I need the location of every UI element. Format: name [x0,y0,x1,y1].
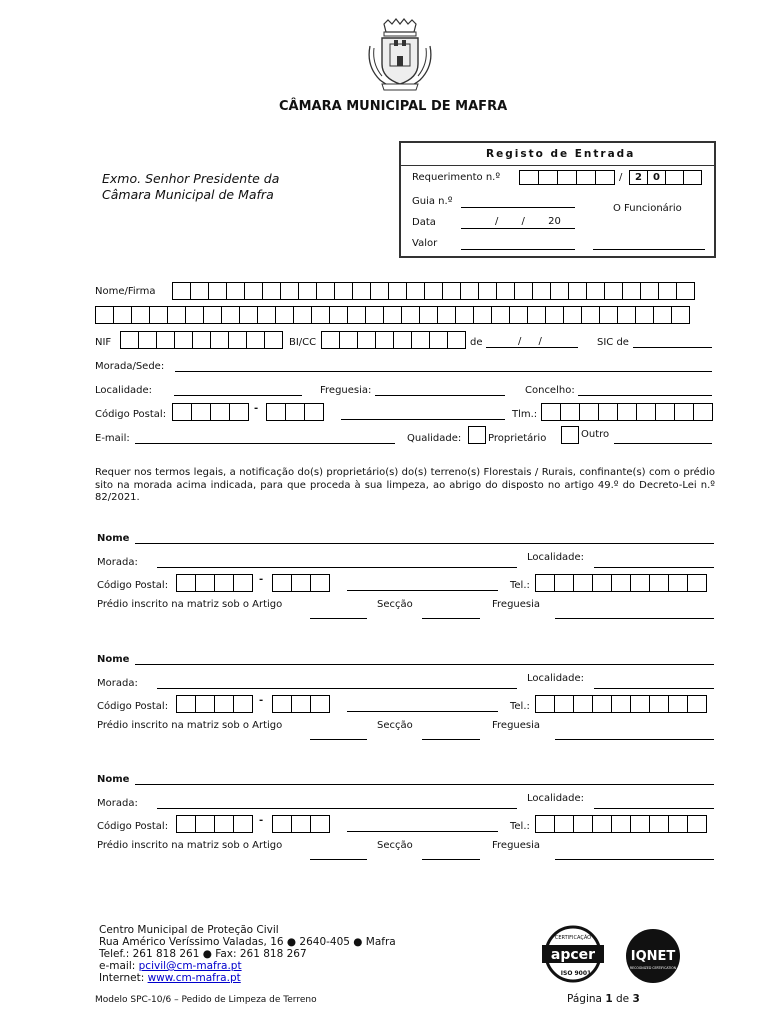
outro-checkbox[interactable] [561,426,579,444]
page-title: CÂMARA MUNICIPAL DE MAFRA [279,99,508,114]
owner-predio-label: Prédio inscrito na matriz sob o Artigo [97,720,283,731]
owner-tel-boxes[interactable] [535,574,707,592]
freguesia-label: Freguesia: [320,385,372,396]
owner-localidade-label: Localidade: [527,673,585,684]
footer-email-line [99,960,242,972]
owner-cp-boxes-1[interactable] [176,574,253,592]
owner-morada-field[interactable] [157,567,517,568]
apcer-label: apcer [550,947,596,963]
codigo-postal-dash: - [254,403,259,414]
data-value: / / 20 [495,216,561,227]
concelho-label: Concelho: [525,385,575,396]
bicc-label: BI/CC [289,337,317,348]
year-digit-1: 2 [629,170,648,185]
bicc-date-separators: / / [518,336,542,347]
owner-cp-dash: - [259,695,264,706]
localidade-field[interactable] [174,395,302,396]
iqnet-sub-label: RECOGNIZED CERTIFICATION [629,966,677,970]
iqnet-label: IQNET [630,949,676,964]
data-label: Data [412,217,436,228]
sic-label: SIC de [597,337,629,348]
addressee-line-2: Câmara Municipal de Mafra [102,187,274,202]
owner-artigo-field[interactable] [310,859,367,860]
owner-cp-label: Código Postal: [97,580,169,591]
year-digit-3[interactable] [665,170,684,185]
addressee-line-1: Exmo. Senhor Presidente da [102,171,280,186]
guia-field[interactable] [461,207,575,208]
outro-field[interactable] [614,443,712,444]
owner-cp-label: Código Postal: [97,821,169,832]
tlm-label: Tlm.: [512,409,538,420]
owner-cp-localidade-field[interactable] [347,831,498,832]
year-separator: / [619,172,623,183]
owner-localidade-field[interactable] [594,688,714,689]
nif-label: NIF [95,337,112,348]
owner-seccao-field[interactable] [422,739,480,740]
owner-nome-field[interactable] [135,664,714,665]
owner-tel-label: Tel.: [510,580,530,591]
owner-artigo-field[interactable] [310,618,367,619]
codigo-postal-localidade-field[interactable] [341,419,505,420]
owner-cp-label: Código Postal: [97,701,169,712]
localidade-label: Localidade: [95,385,153,396]
owner-seccao-field[interactable] [422,618,480,619]
footer-internet-label: Internet: [99,972,145,984]
footer-address: Rua Américo Veríssimo Valadas, 16 ● 2640-405 ● Mafra [99,936,396,948]
tlm-boxes[interactable] [541,403,713,421]
owner-predio-label: Prédio inscrito na matriz sob o Artigo [97,840,283,851]
owner-nome-field[interactable] [135,784,714,785]
de-label: de [470,337,483,348]
apcer-certification-logo [540,925,606,983]
owner-tel-label: Tel.: [510,701,530,712]
owner-tel-boxes[interactable] [535,695,707,713]
nome-firma-boxes-row-2[interactable] [95,306,690,324]
owner-nome-field[interactable] [135,543,714,544]
owner-cp-boxes-2[interactable] [272,574,330,592]
morada-sede-label: Morada/Sede: [95,361,165,372]
owner-localidade-label: Localidade: [527,552,585,563]
valor-field[interactable] [461,249,575,250]
owner-morada-label: Morada: [97,557,138,568]
request-paragraph: Requer nos termos legais, a notificação do(s) proprietário(s) do(s) terreno(s) Florestais / Rurais, confinante(s) com o prédio sito na morada acima indicada, para que proceda à sua limpeza, ao abrigo do disposto no artigo 49.º do Decreto-Lei n.º 82/2021. [95,467,715,503]
footer-phones: Telef.: 261 818 261 ● Fax: 261 818 267 [99,948,307,960]
owner-cp-boxes-1[interactable] [176,695,253,713]
owner-freguesia-field[interactable] [555,618,714,619]
requerimento-label: Requerimento n.º [412,172,501,183]
email-label: E-mail: [95,433,130,444]
nome-firma-label: Nome/Firma [95,286,156,297]
iqnet-certification-logo [620,927,686,985]
owner-nome-label: Nome [97,774,130,785]
owner-freguesia-label: Freguesia [492,840,541,851]
footer-org: Centro Municipal de Proteção Civil [99,924,279,936]
page-prefix: Página [567,993,602,1005]
owner-freguesia-label: Freguesia [492,720,541,731]
owner-freguesia-field[interactable] [555,859,714,860]
owner-seccao-label: Secção [377,599,413,610]
morada-sede-field[interactable] [175,371,712,372]
owner-localidade-label: Localidade: [527,793,585,804]
owner-localidade-field[interactable] [594,808,714,809]
owner-cp-boxes-2[interactable] [272,695,330,713]
footer-model: Modelo SPC-10/6 – Pedido de Limpeza de Terreno [95,995,317,1005]
owner-cp-boxes-1[interactable] [176,815,253,833]
owner-seccao-label: Secção [377,840,413,851]
footer-email-link[interactable]: pcivil@cm-mafra.pt [138,960,242,972]
owner-artigo-field[interactable] [310,739,367,740]
funcionario-signature-field[interactable] [593,249,705,250]
owner-cp-dash: - [259,815,264,826]
requerimento-year-boxes[interactable] [629,170,702,185]
owner-nome-label: Nome [97,654,130,665]
funcionario-label: O Funcionário [613,203,682,214]
owner-morada-field[interactable] [157,688,517,689]
owner-cp-boxes-2[interactable] [272,815,330,833]
sic-field[interactable] [633,347,712,348]
data-field[interactable] [461,228,575,229]
owner-morada-label: Morada: [97,798,138,809]
owner-cp-localidade-field[interactable] [347,711,498,712]
footer-internet-line [99,972,241,984]
page-number [567,993,640,1005]
requerimento-number-boxes[interactable] [519,170,615,185]
concelho-field[interactable] [578,395,712,396]
registo-title: Registo de Entrada [486,148,636,160]
owner-seccao-label: Secção [377,720,413,731]
coat-of-arms-logo [362,18,438,94]
owner-localidade-field[interactable] [594,567,714,568]
email-field[interactable] [135,443,395,444]
owner-tel-boxes[interactable] [535,815,707,833]
codigo-postal-boxes-2[interactable] [266,403,324,421]
proprietario-label: Proprietário [488,433,547,444]
page-current: 1 [605,993,613,1005]
owner-predio-label: Prédio inscrito na matriz sob o Artigo [97,599,283,610]
owner-cp-localidade-field[interactable] [347,590,498,591]
apcer-iso-label: ISO 9001 [560,970,592,977]
nome-firma-boxes-row-1[interactable] [172,282,695,300]
bicc-date-field[interactable] [486,347,578,348]
owner-freguesia-field[interactable] [555,739,714,740]
valor-label: Valor [412,238,438,249]
owner-nome-label: Nome [97,533,130,544]
footer-internet-link[interactable]: www.cm-mafra.pt [147,972,241,984]
owner-freguesia-label: Freguesia [492,599,541,610]
guia-label: Guia n.º [412,196,453,207]
owner-morada-field[interactable] [157,808,517,809]
freguesia-field[interactable] [375,395,505,396]
apcer-cert-label: CERTIFICAÇÃO [554,935,592,941]
owner-tel-label: Tel.: [510,821,530,832]
outro-label: Outro [581,429,610,440]
bicc-boxes[interactable] [321,331,466,349]
qualidade-label: Qualidade: [407,433,462,444]
codigo-postal-label: Código Postal: [95,409,167,420]
codigo-postal-boxes-1[interactable] [172,403,249,421]
page-total: 3 [632,993,640,1005]
nif-boxes[interactable] [120,331,283,349]
year-digit-4[interactable] [683,170,702,185]
year-digit-2: 0 [647,170,666,185]
proprietario-checkbox[interactable] [468,426,486,444]
owner-cp-dash: - [259,574,264,585]
owner-morada-label: Morada: [97,678,138,689]
owner-seccao-field[interactable] [422,859,480,860]
footer-email-label: e-mail: [99,960,136,972]
page-of: de [615,993,630,1005]
